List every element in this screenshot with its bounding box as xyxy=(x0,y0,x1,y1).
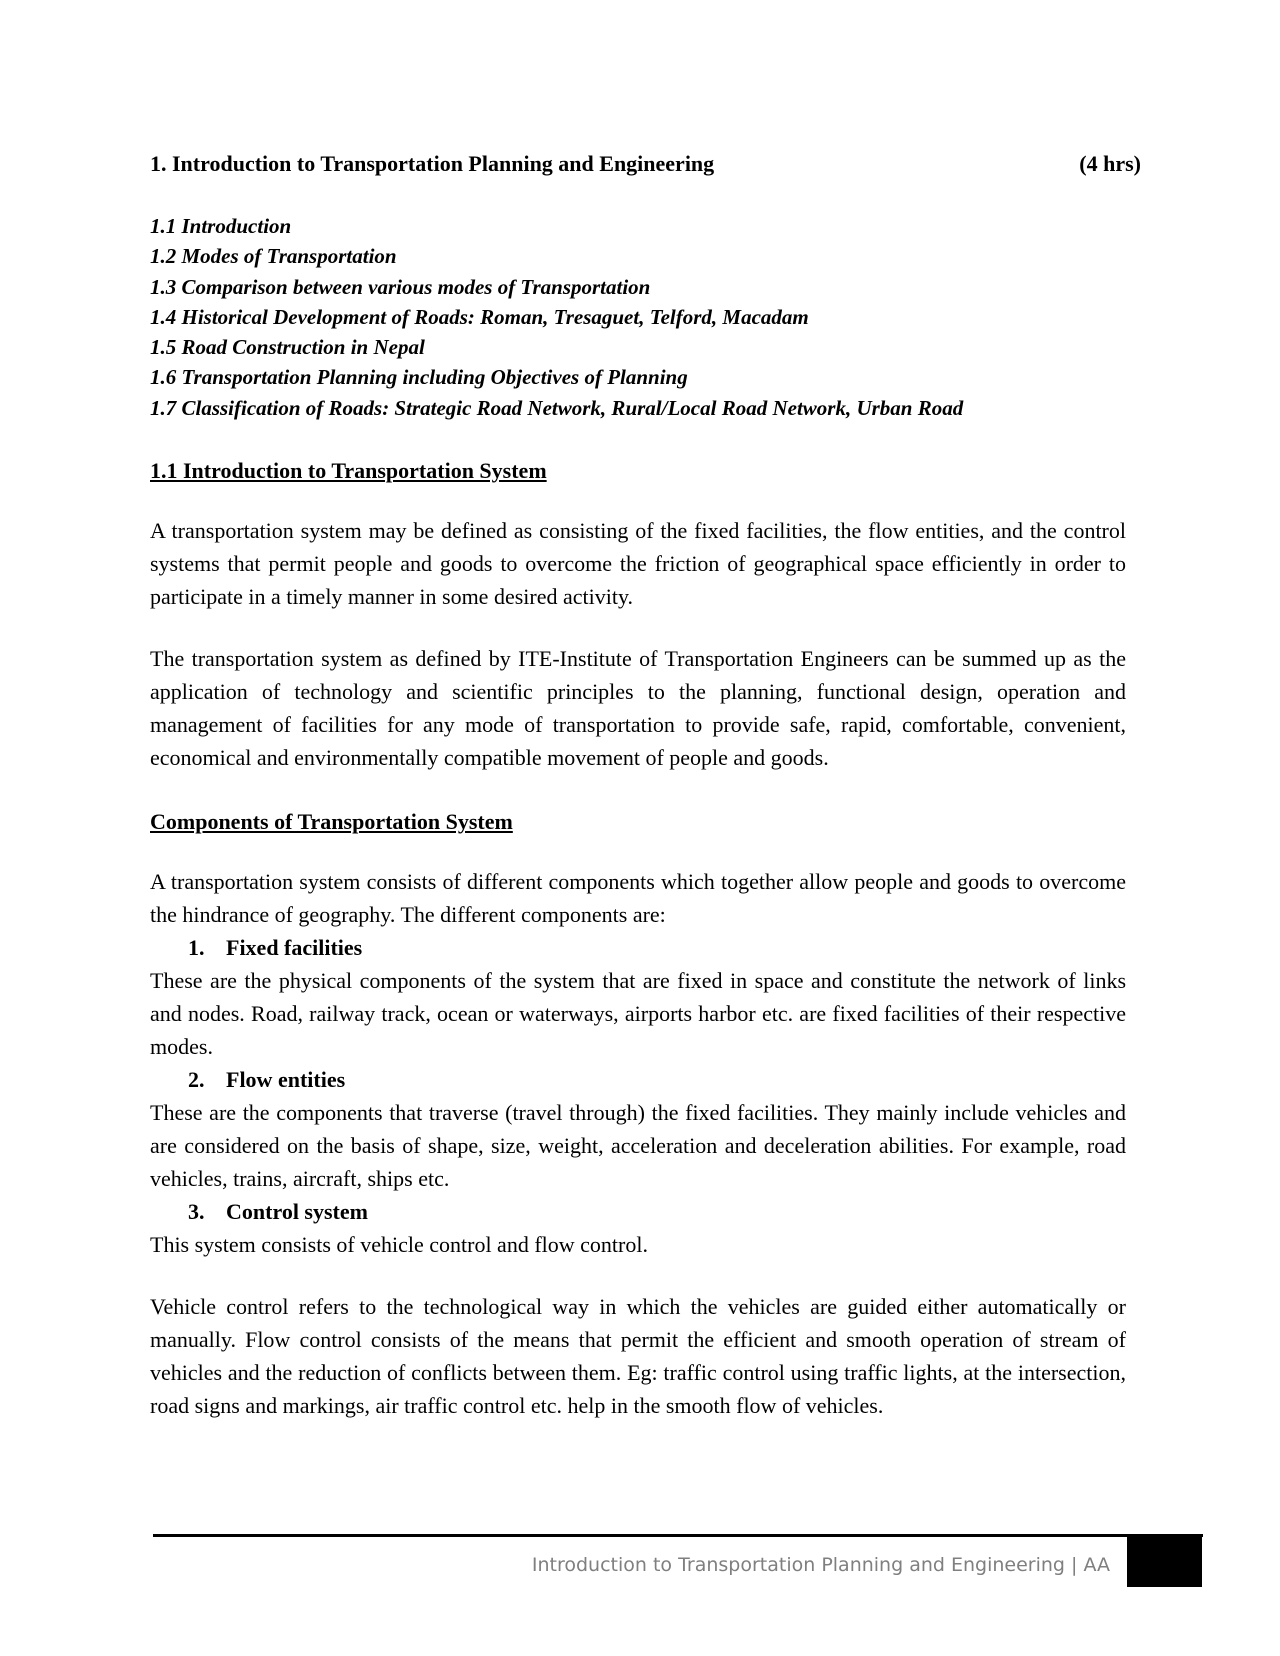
page-number-box xyxy=(1127,1537,1202,1587)
section-heading-components: Components of Transportation System xyxy=(150,809,513,835)
table-of-contents xyxy=(150,211,1126,423)
footer-rule xyxy=(153,1534,1203,1537)
toc-item: 1.5 Road Construction in Nepal xyxy=(150,335,425,360)
chapter-title: 1. Introduction to Transportation Planning and Engineering xyxy=(150,151,715,176)
intro-paragraph-2: The transportation system as defined by ITE-Institute of Transportation Engineers can be summed up as the application of technology and scientific principles to the planning, functional design, operation and management of facilities for any mode of transportation to provide safe, rapid, comfortable, convenient, economical and environmentally compatible movement of people and goods. xyxy=(150,646,1126,771)
toc-item: 1.6 Transportation Planning including Objectives of Planning xyxy=(150,365,688,390)
toc-item: 1.3 Comparison between various modes of Transportation xyxy=(150,274,651,299)
component-item-heading xyxy=(150,1195,1126,1228)
document-page xyxy=(150,150,1141,1422)
item-number: 3. xyxy=(188,1199,205,1225)
chapter-title-row xyxy=(150,150,1141,178)
toc-item: 1.7 Classification of Roads: Strategic Road Network, Rural/Local Road Network, Urban Road xyxy=(150,395,964,420)
item-number: 1. xyxy=(188,935,205,961)
toc-item: 1.1 Introduction xyxy=(150,214,292,238)
footer-text: Introduction to Transportation Planning and Engineering | AA xyxy=(531,1554,1110,1576)
item-number: 2. xyxy=(188,1067,205,1093)
item-title: Flow entities xyxy=(226,1067,346,1093)
toc-item: 1.4 Historical Development of Roads: Roman, Tresaguet, Telford, Macadam xyxy=(150,304,809,329)
chapter-hours: (4 hrs) xyxy=(1079,151,1141,176)
component-item-heading xyxy=(150,1063,1126,1096)
section-heading-intro: 1.1 Introduction to Transportation System xyxy=(150,458,547,484)
components-intro-paragraph: A transportation system consists of different components which together allow people and goods to overcome the hindrance of geography. The different components are: xyxy=(150,869,1126,928)
closing-paragraph: Vehicle control refers to the technological way in which the vehicles are guided either automatically or manually. Flow control consists of the means that permit the efficient and smooth operation of stream of vehicles and the reduction of conflicts between them. Eg: traffic control using traffic lights, at the intersection, road signs and markings, air traffic control etc. help in the smooth flow of vehicles. xyxy=(150,1294,1126,1419)
component-item-text: These are the physical components of the system that are fixed in space and constitute the network of links and nodes. Road, railway track, ocean or waterways, airports harbor etc. are fixed facilities of their respective modes. xyxy=(150,968,1126,1060)
item-title: Fixed facilities xyxy=(226,935,363,961)
item-title: Control system xyxy=(226,1199,368,1225)
component-item-text: This system consists of vehicle control and flow control. xyxy=(150,1232,648,1258)
component-item-text: These are the components that traverse (travel through) the fixed facilities. They mainly include vehicles and are considered on the basis of shape, size, weight, acceleration and deceleration abilities. For example, road vehicles, trains, aircraft, ships etc. xyxy=(150,1100,1126,1192)
toc-item: 1.2 Modes of Transportation xyxy=(150,244,397,269)
intro-paragraph-1: A transportation system may be defined as consisting of the fixed facilities, the flow entities, and the control systems that permit people and goods to overcome the friction of geographical space efficiently in order to participate in a timely manner in some desired activity. xyxy=(150,518,1126,610)
component-item-heading xyxy=(150,931,1126,964)
